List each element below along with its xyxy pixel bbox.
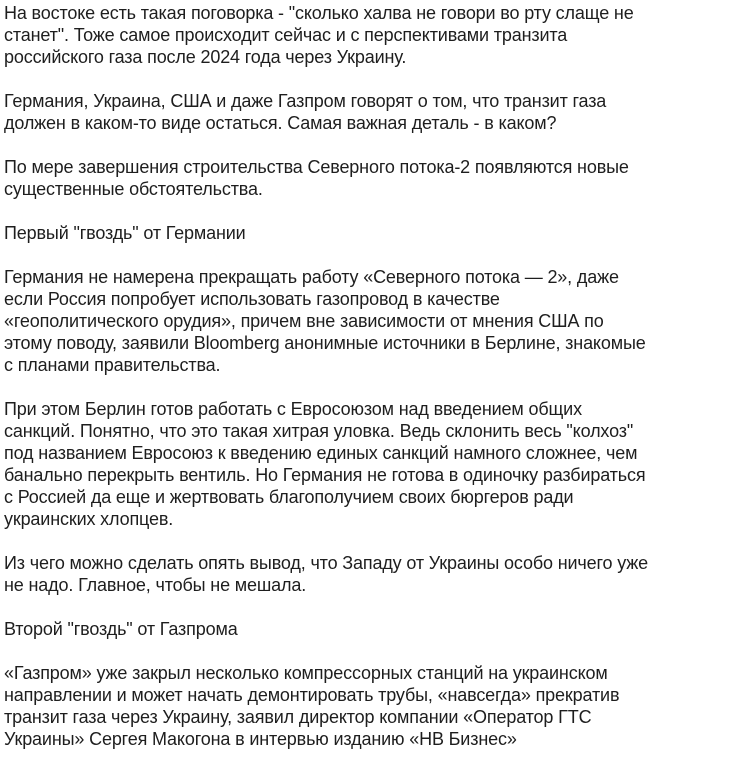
subheading-second-nail: [4, 618, 730, 640]
text-line: «Газпром» уже закрыл несколько компрессорных станций на украинском: [4, 663, 608, 683]
paragraph-transit-must-remain: [4, 90, 730, 134]
text-line: На востоке есть такая поговорка - "сколько халва не говори во рту слаще не: [4, 3, 634, 23]
text-line: если Россия попробует использовать газопровод в качестве: [4, 289, 500, 309]
text-line: под названием Евросоюз к введению единых санкций намного сложнее, чем: [4, 443, 638, 463]
subheading-text: Второй "гвоздь" от Газпрома: [4, 619, 238, 639]
text-line: санкций. Понятно, что это такая хитрая уловка. Ведь склонить весь "колхоз": [4, 421, 634, 441]
paragraph-conclusion: [4, 552, 730, 596]
text-line: станет". Тоже самое происходит сейчас и с перспективами транзита: [4, 25, 568, 45]
text-line: Германия, Украина, США и даже Газпром говорят о том, что транзит газа: [4, 91, 607, 111]
text-line: украинских хлопцев.: [4, 509, 174, 529]
text-line: транзит газа через Украину, заявил директор компании «Оператор ГТС: [4, 707, 592, 727]
text-line: российского газа после 2024 года через Украину.: [4, 47, 407, 67]
text-line: Германия не намерена прекращать работу «Северного потока — 2», даже: [4, 267, 619, 287]
text-line: с планами правительства.: [4, 355, 221, 375]
text-line: существенные обстоятельства.: [4, 179, 263, 199]
paragraph-germany-bloomberg: [4, 266, 730, 376]
paragraph-gazprom-stations: [4, 662, 730, 750]
text-line: Украины» Сергея Макогона в интервью изданию «НВ Бизнес»: [4, 729, 517, 749]
text-line: направлении и может начать демонтировать трубы, «навсегда» прекратив: [4, 685, 620, 705]
paragraph-nord-stream-2: [4, 156, 730, 200]
text-line: не надо. Главное, чтобы не мешала.: [4, 575, 307, 595]
text-line: банально перекрыть вентиль. Но Германия не готова в одиночку разбираться: [4, 465, 646, 485]
text-line: с Россией да еще и жертвовать благополучием своих бюргеров ради: [4, 487, 574, 507]
subheading-text: Первый "гвоздь" от Германии: [4, 223, 246, 243]
text-line: «геополитического орудия», причем вне зависимости от мнения США по: [4, 311, 604, 331]
paragraph-intro: [4, 2, 730, 68]
text-line: должен в каком-то виде остаться. Самая важная деталь - в каком?: [4, 113, 557, 133]
subheading-first-nail: [4, 222, 730, 244]
paragraph-berlin-sanctions: [4, 398, 730, 530]
text-line: По мере завершения строительства Северного потока-2 появляются новые: [4, 157, 629, 177]
text-line: Из чего можно сделать опять вывод, что Западу от Украины особо ничего уже: [4, 553, 649, 573]
text-line: При этом Берлин готов работать с Евросоюзом над введением общих: [4, 399, 582, 419]
text-line: этому поводу, заявили Bloomberg анонимные источники в Берлине, знакомые: [4, 333, 646, 353]
